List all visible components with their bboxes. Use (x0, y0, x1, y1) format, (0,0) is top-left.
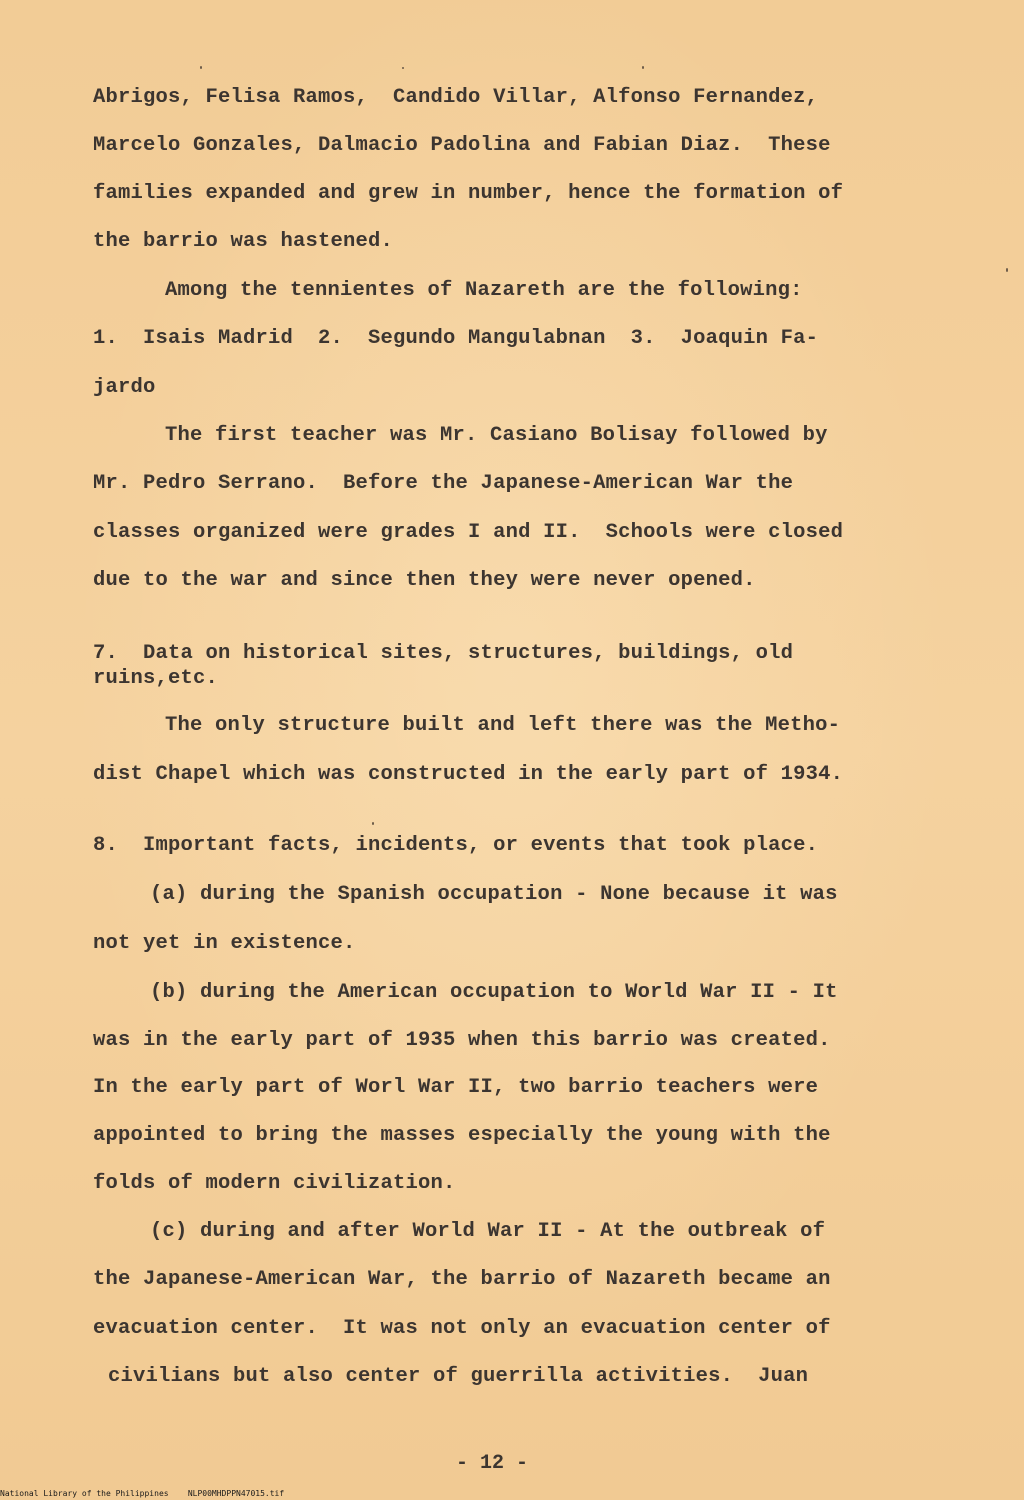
text-line: the Japanese-American War, the barrio of Nazareth became an (93, 1268, 831, 1291)
text-line: was in the early part of 1935 when this barrio was created. (93, 1029, 831, 1052)
paper-speck (402, 67, 404, 69)
text-line: In the early part of Worl War II, two barrio teachers were (93, 1076, 819, 1099)
text-line: 1. Isais Madrid 2. Segundo Mangulabnan 3. Joaquin Fa- (93, 327, 819, 350)
text-line: Mr. Pedro Serrano. Before the Japanese-American War the (93, 472, 794, 495)
section-heading: 7. Data on historical sites, structures, buildings, old (93, 642, 794, 665)
paper-speck (372, 822, 374, 825)
text-line: (a) during the Spanish occupation - None because it was (150, 883, 838, 906)
text-line: (c) during and after World War II - At the outbreak of (150, 1220, 826, 1243)
text-line: appointed to bring the masses especially the young with the (93, 1124, 831, 1147)
text-line: evacuation center. It was not only an evacuation center of (93, 1317, 831, 1340)
text-line: the barrio was hastened. (93, 230, 394, 253)
text-line: The first teacher was Mr. Casiano Bolisay followed by (165, 424, 828, 447)
page-number: - 12 - (456, 1452, 529, 1475)
paper-speck (200, 66, 202, 69)
text-line: folds of modern civilization. (93, 1172, 456, 1195)
text-line: Abrigos, Felisa Ramos, Candido Villar, Alfonso Fernandez, (93, 86, 819, 109)
text-line: Among the tennientes of Nazareth are the following: (165, 279, 803, 302)
text-line: civilians but also center of guerrilla activities. Juan (108, 1365, 809, 1388)
text-line: due to the war and since then they were never opened. (93, 569, 756, 592)
text-line: families expanded and grew in number, hence the formation of (93, 182, 844, 205)
text-line: classes organized were grades I and II. Schools were closed (93, 521, 844, 544)
section-heading: ruins,etc. (93, 667, 219, 690)
scan-footer: National Library of the Philippines NLP00MHDPPN47015.tif (0, 1489, 285, 1498)
section-heading: 8. Important facts, incidents, or events that took place. (93, 834, 819, 857)
text-line: jardo (93, 376, 156, 399)
text-line: Marcelo Gonzales, Dalmacio Padolina and Fabian Diaz. These (93, 134, 831, 157)
paper-speck (1006, 268, 1008, 272)
text-line: not yet in existence. (93, 932, 356, 955)
text-line: The only structure built and left there was the Metho- (165, 714, 841, 737)
text-line: dist Chapel which was constructed in the early part of 1934. (93, 763, 844, 786)
text-line: (b) during the American occupation to World War II - It (150, 981, 838, 1004)
paper-speck (642, 66, 644, 69)
